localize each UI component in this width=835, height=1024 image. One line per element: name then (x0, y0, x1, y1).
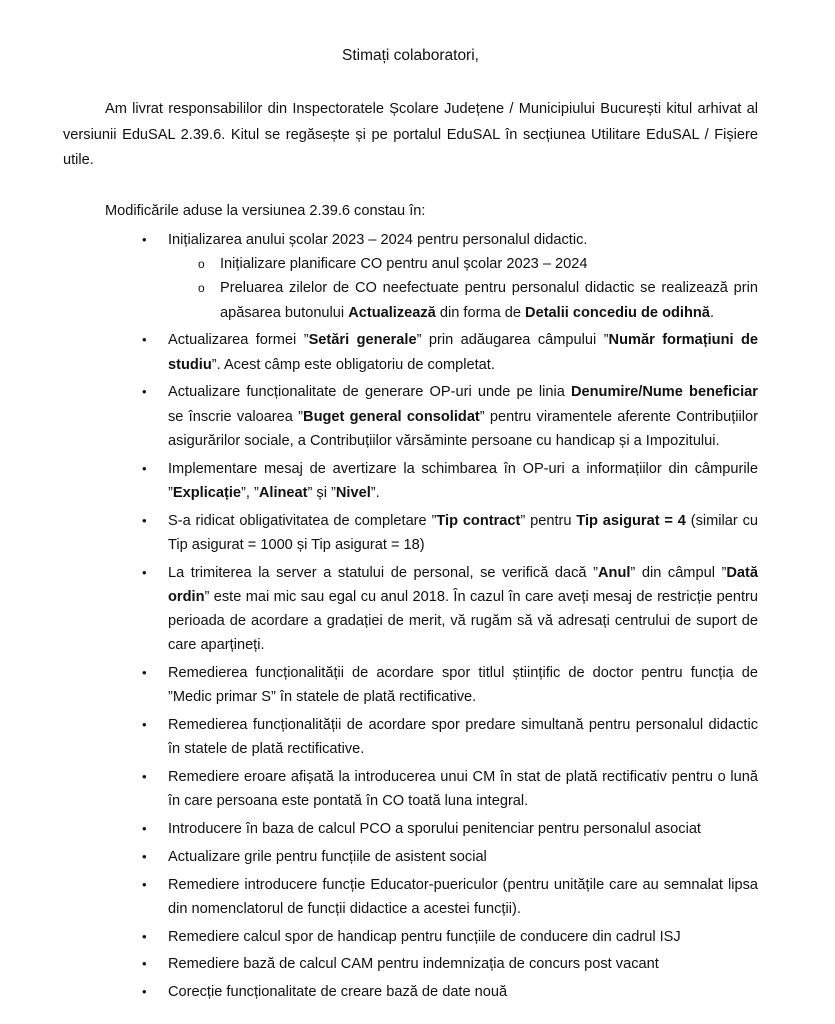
bold-term: Denumire/Nume beneficiar (570, 384, 758, 401)
text-run: ”, ” (241, 484, 259, 501)
bold-term: Tip contract (436, 512, 521, 529)
greeting-title: Stimați colaboratori, (342, 47, 479, 64)
text-run: Inițializarea anului școlar 2023 – 2024 pentru personalul didactic. (168, 232, 588, 248)
text-run: (similar cu Tip asigurat = 1000 și Tip asigurat = 18) (168, 512, 758, 553)
bullet-icon: • (142, 848, 147, 864)
list-item (63, 873, 758, 921)
list-item-text (168, 769, 758, 809)
list-item-text (168, 513, 758, 553)
text-run: Actualizare funcționalitate de generare OP-uri unde pe linia (168, 384, 571, 401)
bullet-icon: • (142, 876, 147, 892)
bullet-icon: • (142, 956, 147, 972)
text-run: ” pentru viramentele aferente Contribuțiilor asigurărilor sociale, a Contribuțiilor vărsăminte persoane cu handicap și a Impozitului. (168, 408, 758, 449)
list-item (63, 661, 758, 709)
text-run: ” și ” (307, 484, 336, 501)
bullet-icon: • (142, 928, 147, 944)
text-run: ”. Acest câmp este obligatoriu de completat. (211, 356, 495, 373)
bold-term: Buget general consolidat (303, 408, 480, 425)
text-run: Actualizare grile pentru funcțiile de asistent social (168, 848, 487, 865)
text-run: Corecție funcționalitate de creare bază de date nouă (168, 984, 508, 1001)
hollow-bullet-icon: o (198, 281, 205, 296)
list-item (63, 980, 758, 1004)
changes-list (63, 228, 758, 1008)
list-item-text (168, 332, 758, 372)
text-run: Inițializare planificare CO pentru anul școlar 2023 – 2024 (220, 256, 588, 273)
text-run: Remedierea funcționalității de acordare spor titlul științific de doctor pentru funcția de ”Medic primar S” în statele de plată rectificative. (168, 665, 758, 706)
bold-term: Dată ordin (168, 564, 759, 605)
bold-term: Detalii concediu de odihnă (525, 304, 710, 321)
list-item-text (168, 232, 587, 248)
bullet-icon: • (142, 460, 147, 476)
list-item-text (168, 877, 758, 917)
list-item (63, 713, 758, 761)
text-run: ” prin adăugarea câmpului ” (416, 332, 609, 349)
bullet-icon: • (142, 384, 147, 400)
bold-term: Alineat (258, 484, 308, 501)
text-run: Preluarea zilelor de CO neefectuate pentru personalul didactic se realizează prin apăsarea butonului (220, 280, 758, 321)
list-item (63, 328, 758, 376)
changes-lead-paragraph: Modificările aduse la versiunea 2.39.6 constau în: (105, 203, 426, 219)
bullet-icon: • (142, 564, 147, 580)
bullet-icon: • (142, 769, 147, 785)
list-item (63, 457, 758, 505)
list-item-text (168, 565, 758, 654)
sub-list-item (168, 252, 758, 276)
bullet-icon: • (142, 984, 147, 1000)
list-item (63, 228, 758, 325)
list-item (63, 817, 758, 841)
list-item-text (168, 665, 758, 705)
text-run: Remediere introducere funcție Educator-puericulor (pentru unitățile care au semnalat lipsa din nomenclatorul de funcții didactice a acestei funcții). (168, 876, 758, 917)
bold-term: Număr formațiuni de studiu (168, 332, 758, 373)
list-item-text (168, 984, 507, 1000)
list-item (63, 952, 758, 976)
text-run: Remediere eroare afișată la introducerea unui CM în stat de plată rectificativ pentru o lună în care persoana este pontată în CO toată luna integral. (168, 769, 758, 810)
text-run: ” pentru (520, 512, 577, 529)
list-item-text (168, 849, 487, 865)
text-run: ”. (370, 484, 380, 501)
sub-list-item-text (220, 280, 758, 320)
list-item-text (168, 384, 758, 448)
list-item-text (168, 821, 701, 837)
text-run: Remediere bază de calcul CAM pentru indemnizația de concurs post vacant (168, 956, 659, 973)
bullet-icon: • (142, 821, 147, 837)
list-item (63, 845, 758, 869)
bullet-icon: • (142, 665, 147, 681)
list-item-text (168, 956, 659, 972)
sub-list (168, 252, 758, 325)
list-item (63, 925, 758, 949)
text-run: S-a ridicat obligativitatea de completare ” (168, 512, 437, 529)
text-run: Implementare mesaj de avertizare la schimbarea în OP-uri a informațiilor din câmpurile ” (168, 460, 758, 501)
text-run: Introducere în baza de calcul PCO a sporului penitenciar pentru personalul asociat (168, 821, 701, 838)
bold-term: Explicație (172, 484, 242, 501)
text-run: . (709, 304, 714, 321)
bold-term: Setări generale (308, 332, 417, 349)
bold-term: Tip asigurat = 4 (576, 512, 686, 529)
bullet-icon: • (142, 512, 147, 528)
bold-term: Actualizează (348, 304, 436, 321)
list-item (63, 765, 758, 813)
bullet-icon: • (142, 717, 147, 733)
list-item-text (168, 461, 758, 501)
text-run: ” din câmpul ” (630, 564, 727, 581)
text-run: Remediere calcul spor de handicap pentru funcțiile de conducere din cadrul ISJ (168, 928, 681, 945)
sub-list-item (168, 276, 758, 324)
list-item (63, 380, 758, 453)
text-run: La trimiterea la server a statului de personal, se verifică dacă ” (168, 564, 598, 581)
bold-term: Nivel (335, 484, 371, 501)
bullet-icon: • (142, 332, 147, 348)
text-run: Actualizarea formei ” (168, 332, 309, 349)
intro-paragraph: Am livrat responsabililor din Inspectoratele Școlare Județene / Municipiului București kitul arhivat al versiunii EduSAL 2.39.6. Kitul se regăsește și pe portalul EduSAL în secțiunea Utilitare EduSAL / Fișiere utile. (63, 101, 758, 168)
text-run: se înscrie valoarea ” (168, 408, 304, 425)
hollow-bullet-icon: o (198, 257, 205, 272)
bold-term: Anul (597, 564, 631, 581)
list-item (63, 561, 758, 658)
text-run: ” este mai mic sau egal cu anul 2018. În cazul în care aveți mesaj de restricție pentru perioada de acordare a gradației de merit, vă rugăm să vă adresați centrului de suport de care aparțineți. (168, 588, 758, 654)
text-run: Remedierea funcționalității de acordare spor predare simultană pentru personalul didactic în statele de plată rectificative. (168, 717, 758, 758)
text-run: din forma de (435, 304, 526, 321)
list-item-text (168, 929, 681, 945)
list-item (63, 509, 758, 557)
bullet-icon: • (142, 232, 147, 247)
list-item-text (168, 717, 758, 757)
sub-list-item-text (220, 256, 588, 272)
